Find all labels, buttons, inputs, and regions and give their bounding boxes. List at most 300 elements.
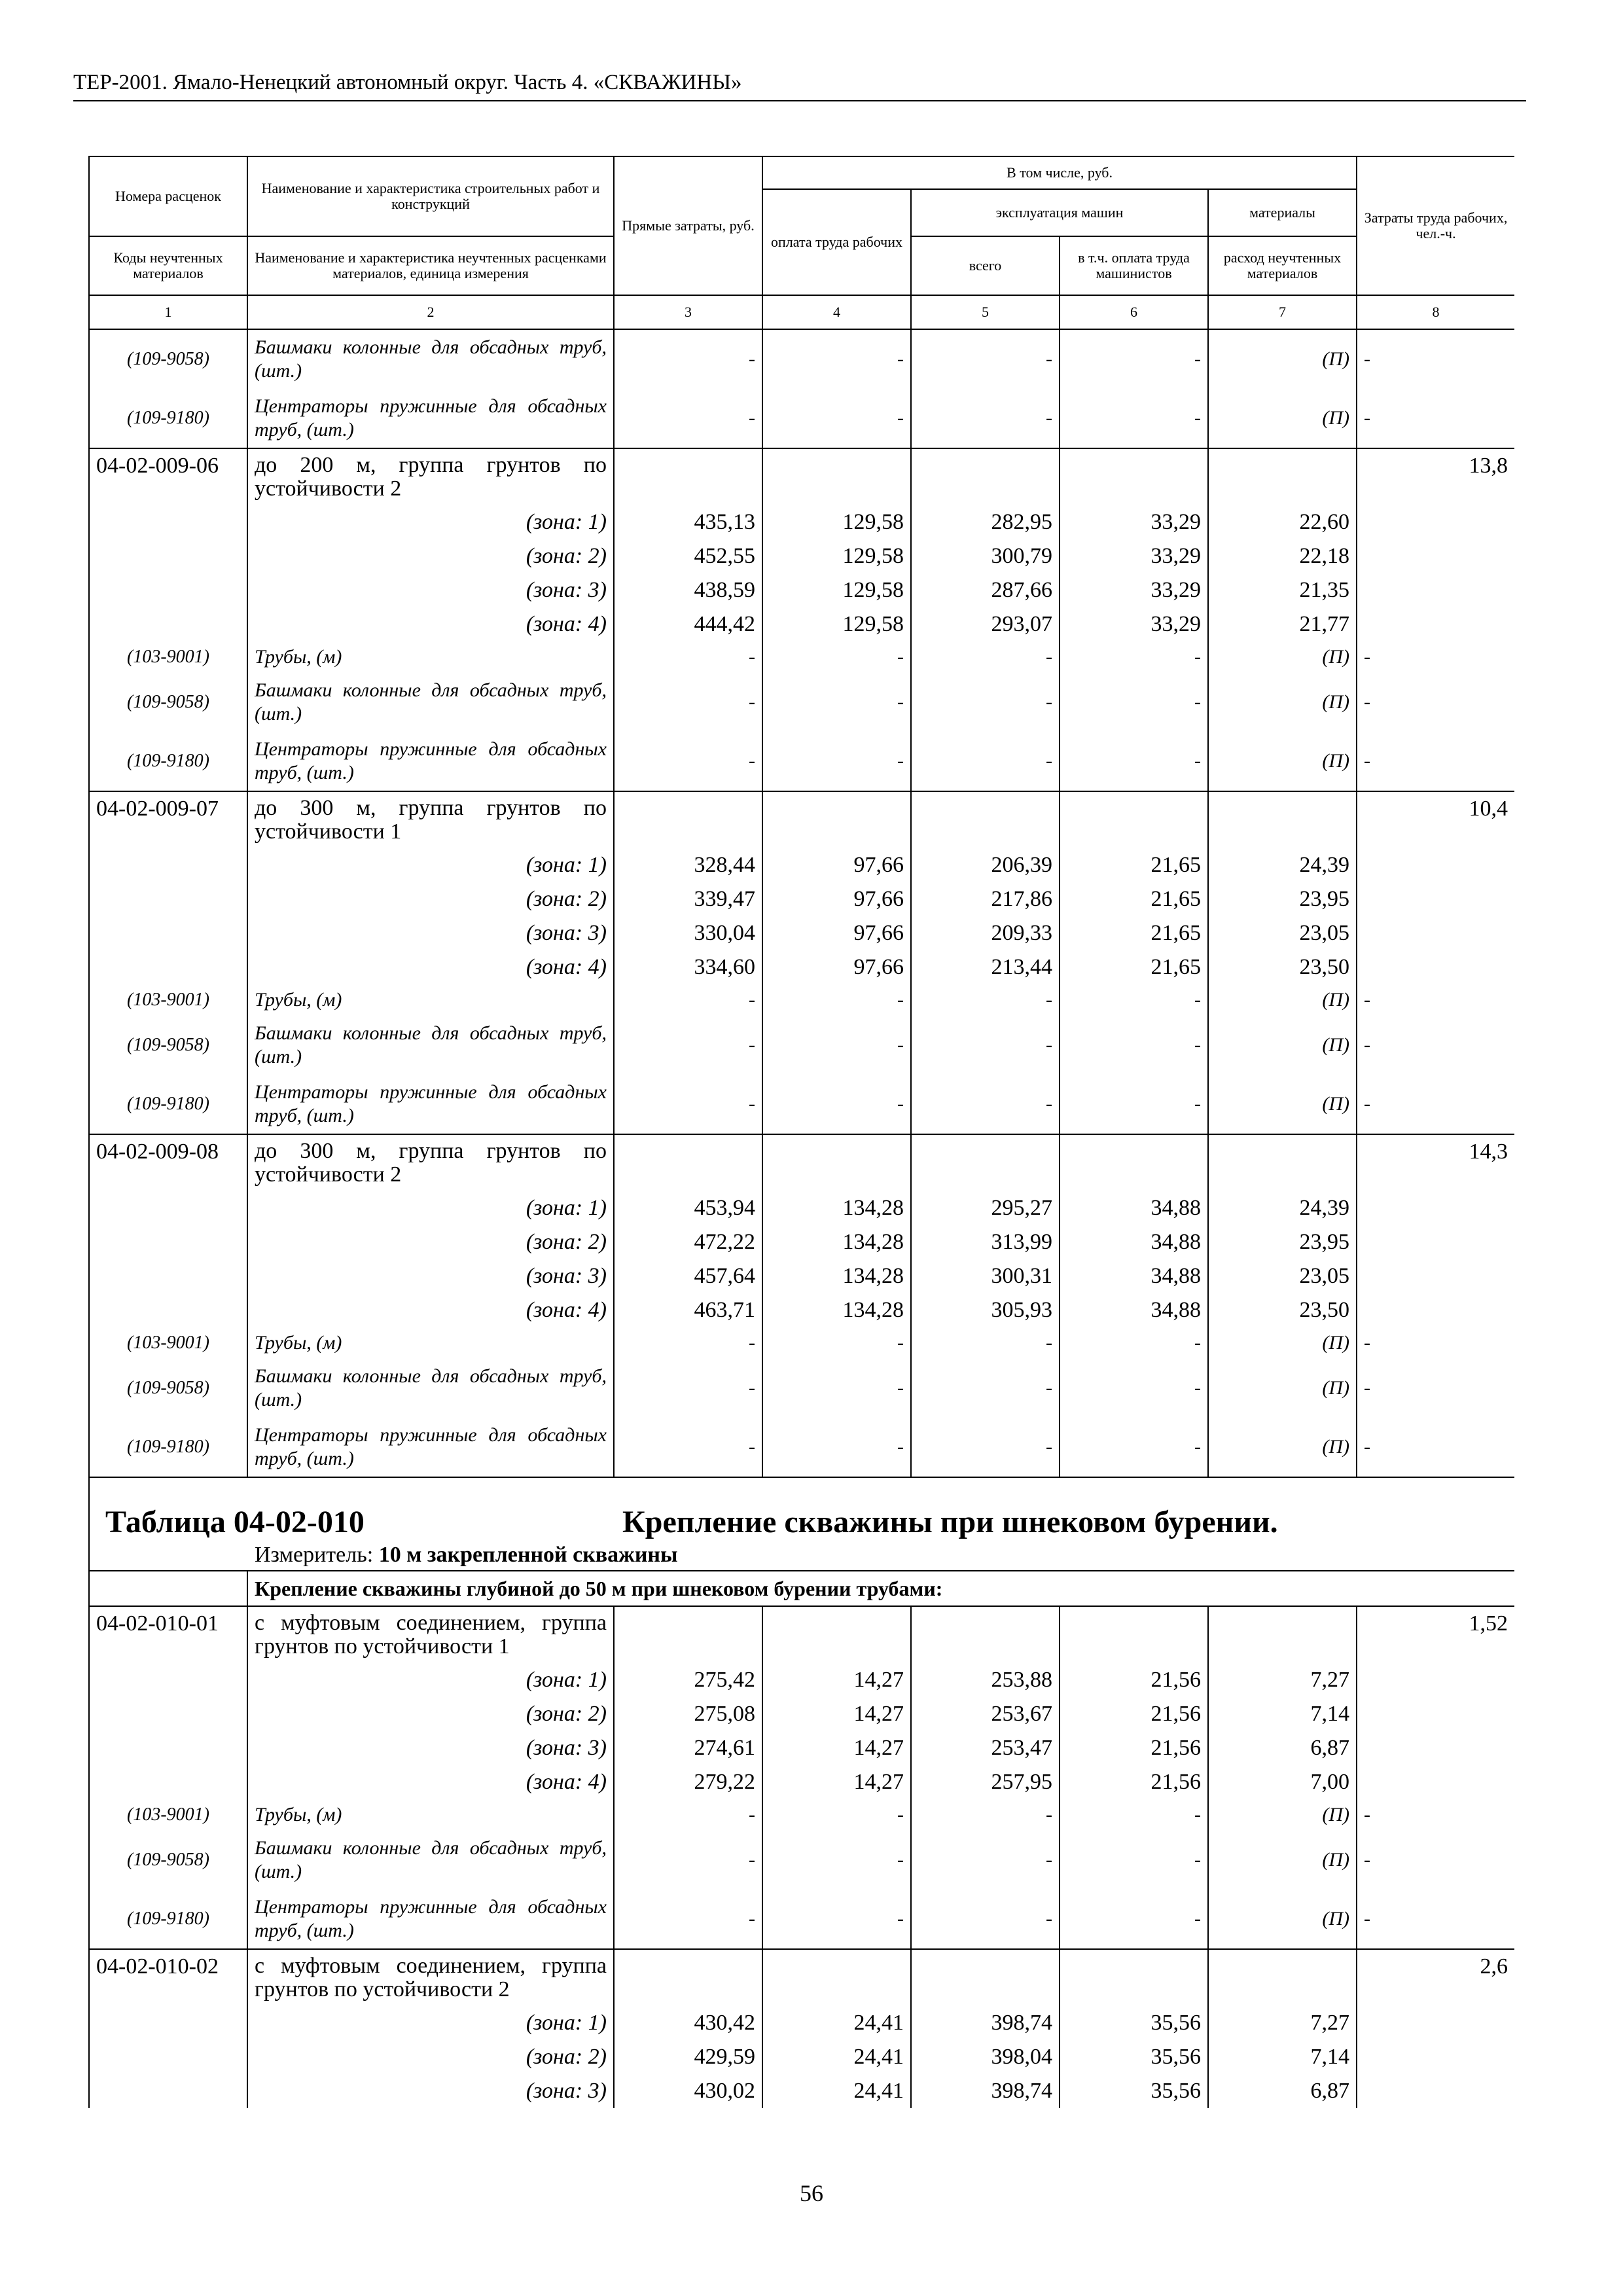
materials: 24,39 xyxy=(1208,848,1357,882)
rates-table-wrap xyxy=(88,156,1514,2144)
material-labor: - xyxy=(1357,389,1514,448)
machinist-pay: 33,29 xyxy=(1060,607,1208,641)
labor-costs: 13,8 xyxy=(1357,448,1514,505)
empty-cell xyxy=(1357,1697,1514,1731)
direct-costs: 429,59 xyxy=(614,2040,762,2074)
direct-costs: 275,08 xyxy=(614,1697,762,1731)
zone-row xyxy=(89,1225,1514,1259)
materials: 7,14 xyxy=(1208,2040,1357,2074)
material-labor: - xyxy=(1357,673,1514,732)
machines-total: 287,66 xyxy=(911,573,1060,607)
material-value: - xyxy=(762,329,911,389)
material-consumption: (П) xyxy=(1208,1831,1357,1890)
machinist-pay: 34,88 xyxy=(1060,1259,1208,1293)
machines-total: 295,27 xyxy=(911,1191,1060,1225)
material-consumption: (П) xyxy=(1208,673,1357,732)
materials: 21,77 xyxy=(1208,607,1357,641)
empty-cell xyxy=(1357,1259,1514,1293)
col-head-work-name: Наименование и характеристика строительных работ и конструкций xyxy=(247,156,614,236)
material-value: - xyxy=(911,641,1060,673)
material-name: Трубы, (м) xyxy=(247,984,614,1016)
empty-cell xyxy=(911,791,1060,848)
material-value: - xyxy=(762,984,911,1016)
zone-label: (зона: 2) xyxy=(247,1697,614,1731)
zone-row xyxy=(89,505,1514,539)
col-number: 4 xyxy=(762,295,911,329)
col-head-material-codes: Коды неучтенных материалов xyxy=(89,236,247,295)
direct-costs: 438,59 xyxy=(614,573,762,607)
materials: 21,35 xyxy=(1208,573,1357,607)
direct-costs: 334,60 xyxy=(614,950,762,984)
material-labor: - xyxy=(1357,1075,1514,1134)
material-value: - xyxy=(614,1799,762,1831)
rate-row xyxy=(89,1134,1514,1191)
material-value: - xyxy=(911,732,1060,791)
zone-row xyxy=(89,916,1514,950)
empty-cell xyxy=(762,791,911,848)
material-value: - xyxy=(762,641,911,673)
material-value: - xyxy=(614,641,762,673)
table-body xyxy=(89,156,1514,2108)
measure-label: Измеритель: xyxy=(255,1543,374,1567)
material-consumption: (П) xyxy=(1208,641,1357,673)
worker-pay: 24,41 xyxy=(762,2006,911,2040)
material-value: - xyxy=(1060,984,1208,1016)
materials: 7,27 xyxy=(1208,1663,1357,1697)
machines-total: 206,39 xyxy=(911,848,1060,882)
col-head-including: В том числе, руб. xyxy=(762,156,1357,189)
empty-cell xyxy=(1208,791,1357,848)
material-name: Трубы, (м) xyxy=(247,1327,614,1359)
materials: 22,18 xyxy=(1208,539,1357,573)
material-row xyxy=(89,732,1514,791)
machines-total: 253,47 xyxy=(911,1731,1060,1765)
section-row xyxy=(89,1571,1514,1606)
empty-cell xyxy=(762,448,911,505)
machinist-pay: 33,29 xyxy=(1060,539,1208,573)
worker-pay: 14,27 xyxy=(762,1663,911,1697)
empty-cell xyxy=(89,573,247,607)
direct-costs: 430,02 xyxy=(614,2074,762,2108)
worker-pay: 129,58 xyxy=(762,505,911,539)
zone-label: (зона: 3) xyxy=(247,1259,614,1293)
material-value: - xyxy=(614,1418,762,1477)
material-value: - xyxy=(614,1327,762,1359)
empty-cell xyxy=(614,1134,762,1191)
worker-pay: 129,58 xyxy=(762,539,911,573)
zone-label: (зона: 1) xyxy=(247,1191,614,1225)
material-value: - xyxy=(614,1016,762,1075)
material-value: - xyxy=(614,984,762,1016)
empty-cell xyxy=(89,2040,247,2074)
materials: 23,05 xyxy=(1208,1259,1357,1293)
rate-code: 04-02-010-02 xyxy=(89,1949,247,2006)
machinist-pay: 21,65 xyxy=(1060,916,1208,950)
empty-cell xyxy=(1060,448,1208,505)
col-head-materials: материалы xyxy=(1208,189,1357,236)
material-code: (109-9180) xyxy=(89,1890,247,1949)
material-code: (103-9001) xyxy=(89,641,247,673)
material-code: (109-9180) xyxy=(89,389,247,448)
zone-row xyxy=(89,2074,1514,2108)
zone-label: (зона: 4) xyxy=(247,1293,614,1327)
col-head-machines-total: всего xyxy=(911,236,1060,295)
materials: 23,50 xyxy=(1208,950,1357,984)
empty-cell xyxy=(1357,1663,1514,1697)
zone-row xyxy=(89,607,1514,641)
empty-cell xyxy=(1060,1949,1208,2006)
material-value: - xyxy=(614,1359,762,1418)
material-code: (109-9180) xyxy=(89,1418,247,1477)
worker-pay: 134,28 xyxy=(762,1293,911,1327)
zone-row xyxy=(89,882,1514,916)
material-name: Башмаки колонные для обсадных труб, (шт.) xyxy=(247,1831,614,1890)
empty-cell xyxy=(89,1765,247,1799)
machinist-pay: 21,56 xyxy=(1060,1765,1208,1799)
material-value: - xyxy=(1060,641,1208,673)
empty-cell xyxy=(89,2074,247,2108)
material-code: (109-9180) xyxy=(89,732,247,791)
empty-cell xyxy=(89,505,247,539)
material-value: - xyxy=(911,1418,1060,1477)
empty-cell xyxy=(762,1134,911,1191)
page-number: 56 xyxy=(800,2180,823,2206)
empty-cell xyxy=(1357,539,1514,573)
empty-cell xyxy=(1357,1191,1514,1225)
machines-total: 305,93 xyxy=(911,1293,1060,1327)
material-value: - xyxy=(911,1799,1060,1831)
material-consumption: (П) xyxy=(1208,1016,1357,1075)
empty-cell xyxy=(89,1697,247,1731)
rate-name: с муфтовым соединением, группа грунтов по устойчивости 1 xyxy=(247,1606,614,1663)
empty-cell xyxy=(911,448,1060,505)
machinist-pay: 21,65 xyxy=(1060,848,1208,882)
material-value: - xyxy=(911,1831,1060,1890)
zone-row xyxy=(89,1731,1514,1765)
zone-row xyxy=(89,1697,1514,1731)
empty-cell xyxy=(89,1225,247,1259)
material-value: - xyxy=(614,389,762,448)
machines-total: 257,95 xyxy=(911,1765,1060,1799)
direct-costs: 453,94 xyxy=(614,1191,762,1225)
rate-row xyxy=(89,1606,1514,1663)
col-head-machinist-pay: в т.ч. оплата труда машинистов xyxy=(1060,236,1208,295)
zone-label: (зона: 2) xyxy=(247,1225,614,1259)
direct-costs: 472,22 xyxy=(614,1225,762,1259)
materials: 23,95 xyxy=(1208,882,1357,916)
material-value: - xyxy=(762,1016,911,1075)
zone-label: (зона: 3) xyxy=(247,573,614,607)
material-row xyxy=(89,1075,1514,1134)
worker-pay: 24,41 xyxy=(762,2040,911,2074)
empty-cell xyxy=(1357,1765,1514,1799)
empty-cell xyxy=(1208,1949,1357,2006)
material-row xyxy=(89,1016,1514,1075)
machinist-pay: 21,65 xyxy=(1060,950,1208,984)
material-value: - xyxy=(762,1075,911,1134)
material-row xyxy=(89,389,1514,448)
material-consumption: (П) xyxy=(1208,1075,1357,1134)
rate-name: до 300 м, группа грунтов по устойчивости 1 xyxy=(247,791,614,848)
machines-total: 398,74 xyxy=(911,2006,1060,2040)
material-consumption: (П) xyxy=(1208,1327,1357,1359)
col-head-material-names: Наименование и характеристика неучтенных расценками материалов, единица измерения xyxy=(247,236,614,295)
material-name: Центраторы пружинные для обсадных труб, (шт.) xyxy=(247,1075,614,1134)
table-caption-row xyxy=(89,1477,1514,1571)
direct-costs: 452,55 xyxy=(614,539,762,573)
material-value: - xyxy=(911,1016,1060,1075)
material-value: - xyxy=(614,1075,762,1134)
empty-cell xyxy=(1208,1606,1357,1663)
empty-cell xyxy=(1357,882,1514,916)
machinist-pay: 21,56 xyxy=(1060,1731,1208,1765)
material-labor: - xyxy=(1357,1327,1514,1359)
col-head-machines: эксплуатация машин xyxy=(911,189,1208,236)
empty-cell xyxy=(1357,950,1514,984)
material-labor: - xyxy=(1357,1418,1514,1477)
materials: 6,87 xyxy=(1208,1731,1357,1765)
material-value: - xyxy=(1060,1359,1208,1418)
material-name: Башмаки колонные для обсадных труб, (шт.) xyxy=(247,1359,614,1418)
zone-label: (зона: 2) xyxy=(247,539,614,573)
material-value: - xyxy=(911,329,1060,389)
measure-line xyxy=(105,1543,1499,1568)
labor-costs: 14,3 xyxy=(1357,1134,1514,1191)
worker-pay: 14,27 xyxy=(762,1731,911,1765)
zone-label: (зона: 2) xyxy=(247,2040,614,2074)
empty-cell xyxy=(1208,448,1357,505)
material-consumption: (П) xyxy=(1208,329,1357,389)
direct-costs: 463,71 xyxy=(614,1293,762,1327)
rate-code: 04-02-009-06 xyxy=(89,448,247,505)
material-consumption: (П) xyxy=(1208,1418,1357,1477)
empty-cell xyxy=(1357,505,1514,539)
material-consumption: (П) xyxy=(1208,1890,1357,1949)
worker-pay: 129,58 xyxy=(762,607,911,641)
zone-row xyxy=(89,2006,1514,2040)
material-value: - xyxy=(1060,1418,1208,1477)
zone-label: (зона: 4) xyxy=(247,607,614,641)
material-code: (109-9058) xyxy=(89,329,247,389)
empty-cell xyxy=(1357,2074,1514,2108)
machines-total: 217,86 xyxy=(911,882,1060,916)
zone-row xyxy=(89,1663,1514,1697)
empty-cell xyxy=(89,607,247,641)
empty-cell xyxy=(1357,1731,1514,1765)
worker-pay: 97,66 xyxy=(762,916,911,950)
machinist-pay: 21,56 xyxy=(1060,1663,1208,1697)
direct-costs: 444,42 xyxy=(614,607,762,641)
empty-cell xyxy=(89,539,247,573)
worker-pay: 97,66 xyxy=(762,950,911,984)
rate-code: 04-02-010-01 xyxy=(89,1606,247,1663)
empty-cell xyxy=(762,1606,911,1663)
material-name: Центраторы пружинные для обсадных труб, (шт.) xyxy=(247,389,614,448)
machinist-pay: 34,88 xyxy=(1060,1191,1208,1225)
rate-name: до 300 м, группа грунтов по устойчивости 2 xyxy=(247,1134,614,1191)
machines-total: 398,04 xyxy=(911,2040,1060,2074)
material-value: - xyxy=(911,389,1060,448)
material-value: - xyxy=(762,1359,911,1418)
material-value: - xyxy=(614,732,762,791)
material-consumption: (П) xyxy=(1208,984,1357,1016)
empty-cell xyxy=(89,1663,247,1697)
machines-total: 293,07 xyxy=(911,607,1060,641)
material-row xyxy=(89,673,1514,732)
material-value: - xyxy=(911,1359,1060,1418)
zone-row xyxy=(89,1191,1514,1225)
empty-cell xyxy=(1357,2040,1514,2074)
worker-pay: 97,66 xyxy=(762,848,911,882)
material-value: - xyxy=(762,1831,911,1890)
zone-label: (зона: 1) xyxy=(247,848,614,882)
material-labor: - xyxy=(1357,984,1514,1016)
col-head-labor-costs: Затраты труда рабочих, чел.-ч. xyxy=(1357,156,1514,295)
table-label: Таблица 04-02-010 xyxy=(105,1505,365,1539)
table-title: Крепление скважины при шнековом бурении. xyxy=(622,1505,1278,1539)
machines-total: 282,95 xyxy=(911,505,1060,539)
material-value: - xyxy=(911,1327,1060,1359)
material-name: Трубы, (м) xyxy=(247,641,614,673)
zone-label: (зона: 4) xyxy=(247,950,614,984)
material-value: - xyxy=(1060,1327,1208,1359)
material-labor: - xyxy=(1357,1890,1514,1949)
materials: 6,87 xyxy=(1208,2074,1357,2108)
column-numbers-row xyxy=(89,295,1514,329)
material-code: (109-9058) xyxy=(89,673,247,732)
material-row xyxy=(89,1359,1514,1418)
worker-pay: 134,28 xyxy=(762,1225,911,1259)
col-head-worker-pay: оплата труда рабочих xyxy=(762,189,911,295)
direct-costs: 435,13 xyxy=(614,505,762,539)
material-code: (109-9058) xyxy=(89,1359,247,1418)
materials: 7,14 xyxy=(1208,1697,1357,1731)
material-row xyxy=(89,1831,1514,1890)
material-row xyxy=(89,1418,1514,1477)
material-value: - xyxy=(762,673,911,732)
zone-row xyxy=(89,539,1514,573)
material-value: - xyxy=(1060,673,1208,732)
machinist-pay: 21,56 xyxy=(1060,1697,1208,1731)
machines-total: 313,99 xyxy=(911,1225,1060,1259)
material-code: (103-9001) xyxy=(89,1327,247,1359)
materials: 7,27 xyxy=(1208,2006,1357,2040)
col-number: 5 xyxy=(911,295,1060,329)
material-value: - xyxy=(1060,329,1208,389)
material-labor: - xyxy=(1357,329,1514,389)
machines-total: 209,33 xyxy=(911,916,1060,950)
material-value: - xyxy=(614,673,762,732)
empty-cell xyxy=(1060,1134,1208,1191)
material-consumption: (П) xyxy=(1208,389,1357,448)
table-title-line xyxy=(105,1504,1499,1540)
rate-name: до 200 м, группа грунтов по устойчивости 2 xyxy=(247,448,614,505)
zone-label: (зона: 1) xyxy=(247,2006,614,2040)
material-row xyxy=(89,1890,1514,1949)
col-number: 3 xyxy=(614,295,762,329)
materials: 22,60 xyxy=(1208,505,1357,539)
empty-cell xyxy=(1357,1225,1514,1259)
material-labor: - xyxy=(1357,732,1514,791)
direct-costs: 275,42 xyxy=(614,1663,762,1697)
col-number: 1 xyxy=(89,295,247,329)
empty-cell xyxy=(1357,848,1514,882)
material-labor: - xyxy=(1357,1016,1514,1075)
worker-pay: 24,41 xyxy=(762,2074,911,2108)
empty-cell xyxy=(614,1949,762,2006)
material-name: Башмаки колонные для обсадных труб, (шт.) xyxy=(247,329,614,389)
materials: 23,95 xyxy=(1208,1225,1357,1259)
empty-cell xyxy=(89,1191,247,1225)
empty-cell xyxy=(1208,1134,1357,1191)
machines-total: 253,67 xyxy=(911,1697,1060,1731)
zone-row xyxy=(89,1293,1514,1327)
material-consumption: (П) xyxy=(1208,1359,1357,1418)
col-head-material-consumption: расход неучтенных материалов xyxy=(1208,236,1357,295)
material-value: - xyxy=(1060,389,1208,448)
machinist-pay: 21,65 xyxy=(1060,882,1208,916)
material-value: - xyxy=(614,1890,762,1949)
material-labor: - xyxy=(1357,1799,1514,1831)
col-number: 2 xyxy=(247,295,614,329)
material-code: (109-9058) xyxy=(89,1831,247,1890)
material-value: - xyxy=(1060,1890,1208,1949)
empty-cell xyxy=(89,1259,247,1293)
empty-cell xyxy=(1357,607,1514,641)
zone-row xyxy=(89,2040,1514,2074)
zone-row xyxy=(89,848,1514,882)
zone-label: (зона: 1) xyxy=(247,1663,614,1697)
material-name: Центраторы пружинные для обсадных труб, (шт.) xyxy=(247,1890,614,1949)
material-labor: - xyxy=(1357,641,1514,673)
machines-total: 213,44 xyxy=(911,950,1060,984)
machinist-pay: 33,29 xyxy=(1060,505,1208,539)
machinist-pay: 34,88 xyxy=(1060,1293,1208,1327)
col-number: 6 xyxy=(1060,295,1208,329)
material-row xyxy=(89,984,1514,1016)
rate-row xyxy=(89,791,1514,848)
rates-table xyxy=(88,156,1514,2108)
empty-cell xyxy=(89,1731,247,1765)
zone-label: (зона: 1) xyxy=(247,505,614,539)
machines-total: 398,74 xyxy=(911,2074,1060,2108)
machines-total: 253,88 xyxy=(911,1663,1060,1697)
zone-label: (зона: 3) xyxy=(247,916,614,950)
rate-code: 04-02-009-07 xyxy=(89,791,247,848)
empty-cell xyxy=(1060,1606,1208,1663)
labor-costs: 1,52 xyxy=(1357,1606,1514,1663)
machinist-pay: 33,29 xyxy=(1060,573,1208,607)
material-row xyxy=(89,641,1514,673)
section-title: Крепление скважины глубиной до 50 м при шнековом бурении трубами: xyxy=(247,1571,1514,1606)
material-value: - xyxy=(762,1327,911,1359)
machinist-pay: 34,88 xyxy=(1060,1225,1208,1259)
empty-cell xyxy=(911,1134,1060,1191)
direct-costs: 328,44 xyxy=(614,848,762,882)
material-value: - xyxy=(1060,732,1208,791)
material-value: - xyxy=(911,984,1060,1016)
empty-cell xyxy=(89,916,247,950)
empty-cell xyxy=(1060,791,1208,848)
table-caption xyxy=(89,1477,1514,1571)
material-value: - xyxy=(911,673,1060,732)
empty-cell xyxy=(614,1606,762,1663)
material-name: Центраторы пружинные для обсадных труб, (шт.) xyxy=(247,1418,614,1477)
direct-costs: 279,22 xyxy=(614,1765,762,1799)
material-row xyxy=(89,329,1514,389)
labor-costs: 2,6 xyxy=(1357,1949,1514,2006)
material-name: Центраторы пружинные для обсадных труб, (шт.) xyxy=(247,732,614,791)
